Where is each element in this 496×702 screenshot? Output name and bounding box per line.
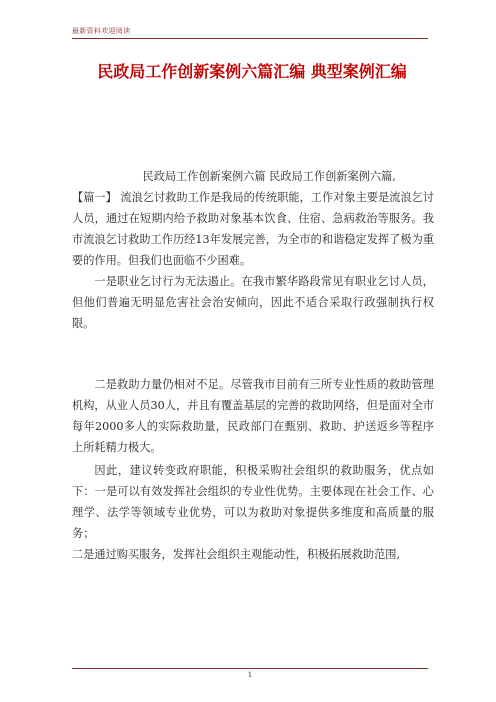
page-number: 1 <box>247 671 253 679</box>
page-footer <box>72 668 428 681</box>
paragraph-spacer <box>72 334 434 374</box>
header-text: 最新资料欢迎阅读 <box>72 27 131 35</box>
section-one-paragraph: 【篇一】 流浪乞讨救助工作是我局的传统职能，工作对象主要是流浪乞讨人员，通过在短期内给予救助对象基本饮食、住宿、急病救治等服务。我市流浪乞讨救助工作历经13年发展完善，为全市的和谐稳定发挥了极为重要的作用。但我们也面临不少困难。 <box>72 191 434 267</box>
body-paragraph: 二是通过购买服务，发挥社会组织主观能动性，积极拓展救助范围, <box>72 548 400 561</box>
page-header <box>72 26 428 39</box>
document-title: 民政局工作创新案例六篇汇编 典型案例汇编 <box>97 62 407 81</box>
document-body <box>72 166 434 565</box>
body-paragraph: 因此，建议转变政府职能，积极采购社会组织的救助服务，优点如下：一是可以有效发挥社会组织的专业性优势。主要体现在社会工作、心理学、法学等领域专业优势，可以为救助对象提供多维度和高质量的服务； <box>72 464 434 540</box>
body-paragraph: 一是职业乞讨行为无法遏止。在我市繁华路段常见有职业乞讨人员，但他们普遍无明显危害社会治安倾向，因此不适合采取行政强制执行权限。 <box>72 275 434 330</box>
intro-paragraph: 民政局工作创新案例六篇 民政局工作创新案例六篇, <box>142 170 396 183</box>
body-paragraph: 二是救助力量仍相对不足。尽管我市目前有三所专业性质的救助管理机构，从业人员30人，并且有覆盖基层的完善的救助网络，但是面对全市每年2000多人的实际救助量，民政部门在甄别、救助、护送返乡等程序上所耗精力极大。 <box>72 378 434 454</box>
